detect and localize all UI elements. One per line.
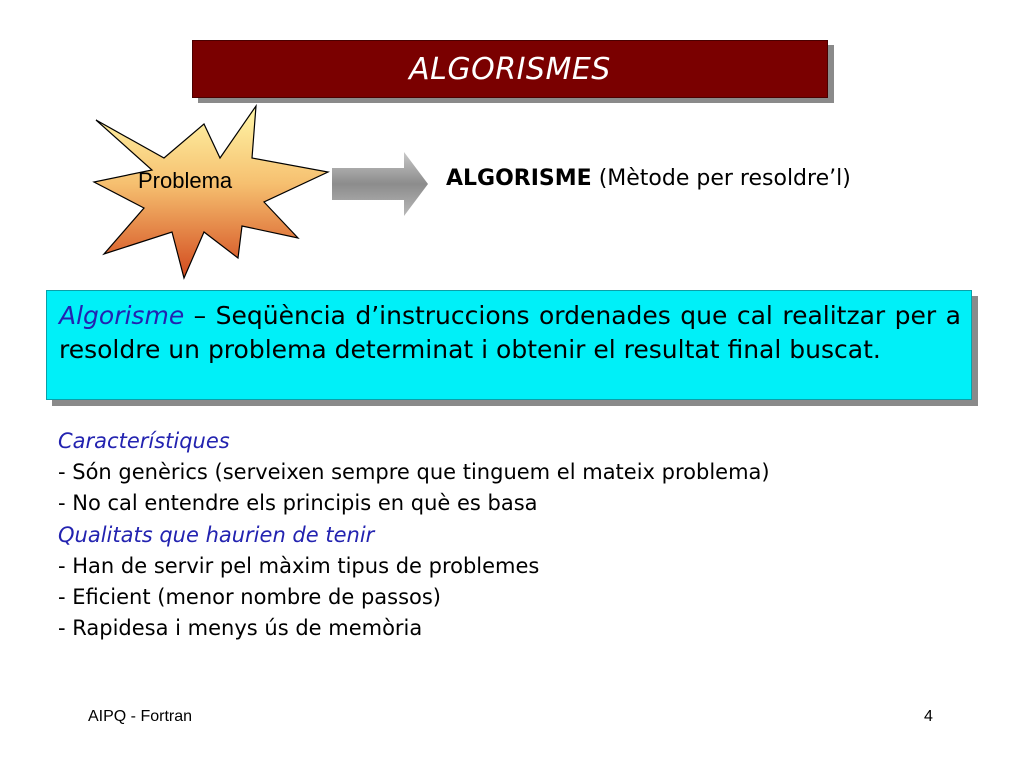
- algorithm-note: (Mètode per resoldre’l): [598, 166, 851, 191]
- list-item: - No cal entendre els principis en què es basa: [58, 491, 538, 516]
- footer-course: AIPQ - Fortran: [88, 708, 193, 725]
- page-number: 4: [924, 708, 933, 725]
- problem-label: Problema: [138, 168, 233, 193]
- list-item: - Han de servir pel màxim tipus de problemes: [58, 553, 540, 578]
- qualities-heading: Qualitats que haurien de tenir: [58, 522, 375, 547]
- title-banner: [192, 40, 828, 98]
- list-item: - Rapidesa i menys ús de memòria: [58, 616, 423, 641]
- slide-title: ALGORISMES: [409, 51, 611, 87]
- definition-box: [46, 290, 972, 400]
- characteristics-heading: Característiques: [58, 429, 230, 453]
- list-item: - Són genèrics (serveixen sempre que tinguem el mateix problema): [58, 460, 770, 485]
- list-item: - Eficient (menor nombre de passos): [58, 585, 442, 610]
- definition-text: – Seqüència d’instruccions ordenades que cal realitzar per a resoldre un problema determinat i obtenir el resultat final buscat.: [59, 301, 961, 364]
- algorithm-term: ALGORISME: [446, 166, 592, 191]
- properties-list: [58, 426, 770, 644]
- definition-term: Algorisme: [59, 301, 185, 330]
- algorithm-result: [446, 166, 851, 191]
- right-arrow-icon: [332, 152, 428, 216]
